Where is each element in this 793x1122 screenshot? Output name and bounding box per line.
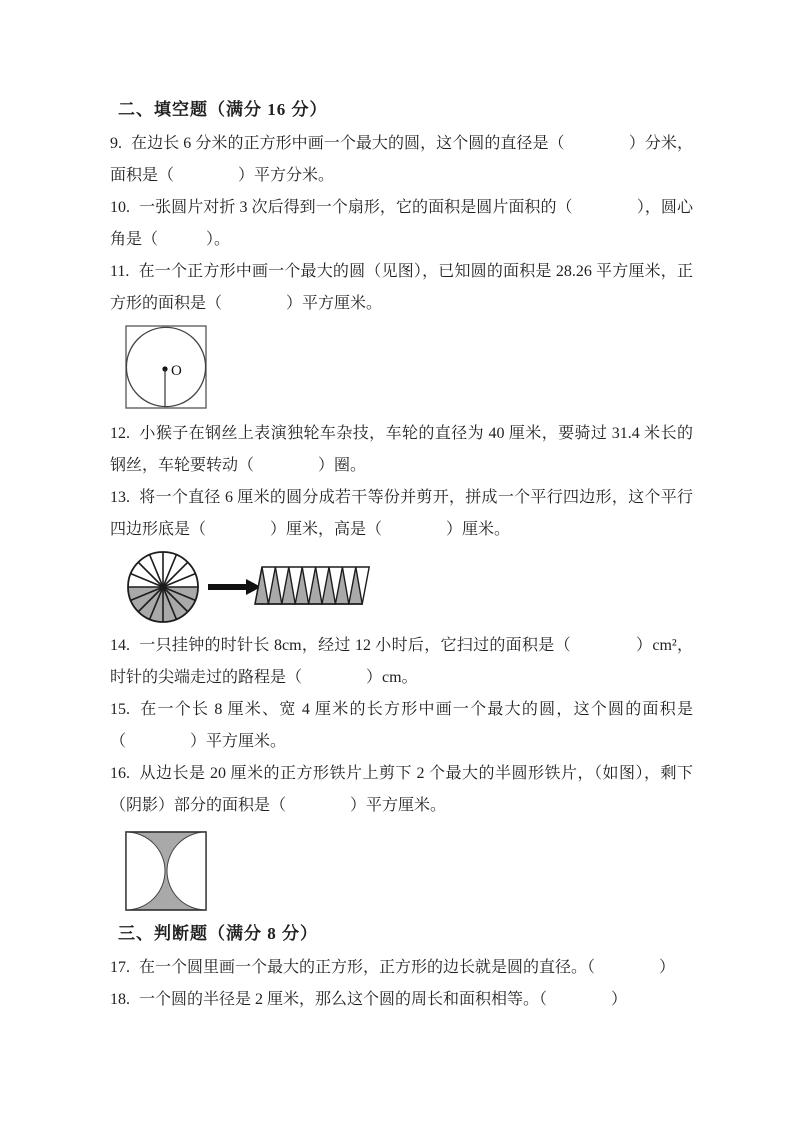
question-18-text: 一个圆的半径是 2 厘米，那么这个圆的周长和面积相等。（ ）	[139, 991, 628, 1008]
question-11	[110, 256, 693, 320]
question-14	[110, 630, 693, 694]
section-title-fill-blank: 二、填空题（满分 16 分）	[118, 100, 328, 119]
parallelogram-strips	[255, 567, 369, 604]
question-11-text: 在一个正方形中画一个最大的圆（见图），已知圆的面积是 28.26 平方厘米，正方形的面积是（ ）平方厘米。	[110, 263, 693, 312]
sector-lines	[128, 552, 198, 622]
question-14-text: 一只挂钟的时针长 8cm，经过 12 小时后，它扫过的面积是（ ）cm²，时针的尖端走过的路程是（ ）cm。	[110, 637, 693, 686]
question-11-number: 11.	[110, 263, 130, 280]
question-17	[110, 952, 693, 984]
sector-circle	[128, 552, 198, 622]
figure-circle-to-parallelogram	[118, 550, 703, 626]
question-9	[110, 128, 693, 192]
shaded-wedges	[255, 567, 362, 604]
question-13	[110, 482, 693, 546]
question-13-number: 13.	[110, 489, 130, 506]
question-9-number: 9.	[110, 135, 122, 152]
question-17-text: 在一个圆里画一个最大的正方形，正方形的边长就是圆的直径。（ ）	[139, 959, 676, 976]
question-18-number: 18.	[110, 991, 130, 1008]
figure-inscribed-circle	[124, 324, 703, 412]
question-15	[110, 694, 693, 758]
question-16-text: 从边长是 20 厘米的正方形铁片上剪下 2 个最大的半圆形铁片，（如图），剩下（阴影）部分的面积是（ ）平方厘米。	[110, 765, 693, 814]
center-label: O	[171, 363, 182, 379]
question-9-text: 在边长 6 分米的正方形中画一个最大的圆，这个圆的直径是（ ）分米，面积是（ ）平方分米。	[110, 135, 693, 184]
question-10-text: 一张圆片对折 3 次后得到一个扇形，它的面积是圆片面积的（ ），圆心角是（ ）。	[110, 199, 693, 248]
square-semicircles-figure	[124, 830, 208, 912]
question-12	[110, 418, 693, 482]
question-12-text: 小猴子在钢丝上表演独轮车杂技，车轮的直径为 40 厘米，要骑过 31.4 米长的钢丝，车轮要转动（ ）圈。	[110, 425, 693, 474]
question-15-number: 15.	[110, 701, 130, 718]
question-10	[110, 192, 693, 256]
circle-to-parallelogram-figure	[118, 550, 374, 626]
figure-square-semicircles	[124, 830, 703, 912]
question-16-number: 16.	[110, 765, 130, 782]
question-18	[110, 984, 693, 1016]
question-10-number: 10.	[110, 199, 130, 216]
arrow-icon	[208, 579, 261, 595]
question-15-text: 在一个长 8 厘米、宽 4 厘米的长方形中画一个最大的圆，这个圆的面积是（ ）平方厘米。	[110, 701, 693, 750]
question-13-text: 将一个直径 6 厘米的圆分成若干等份并剪开，拼成一个平行四边形，这个平行四边形底是（ ）厘米，高是（ ）厘米。	[110, 489, 693, 538]
question-12-number: 12.	[110, 425, 130, 442]
question-16	[110, 758, 693, 822]
question-14-number: 14.	[110, 637, 130, 654]
inscribed-circle-figure	[124, 324, 210, 412]
section-title-true-false: 三、判断题（满分 8 分）	[118, 924, 318, 943]
question-17-number: 17.	[110, 959, 130, 976]
